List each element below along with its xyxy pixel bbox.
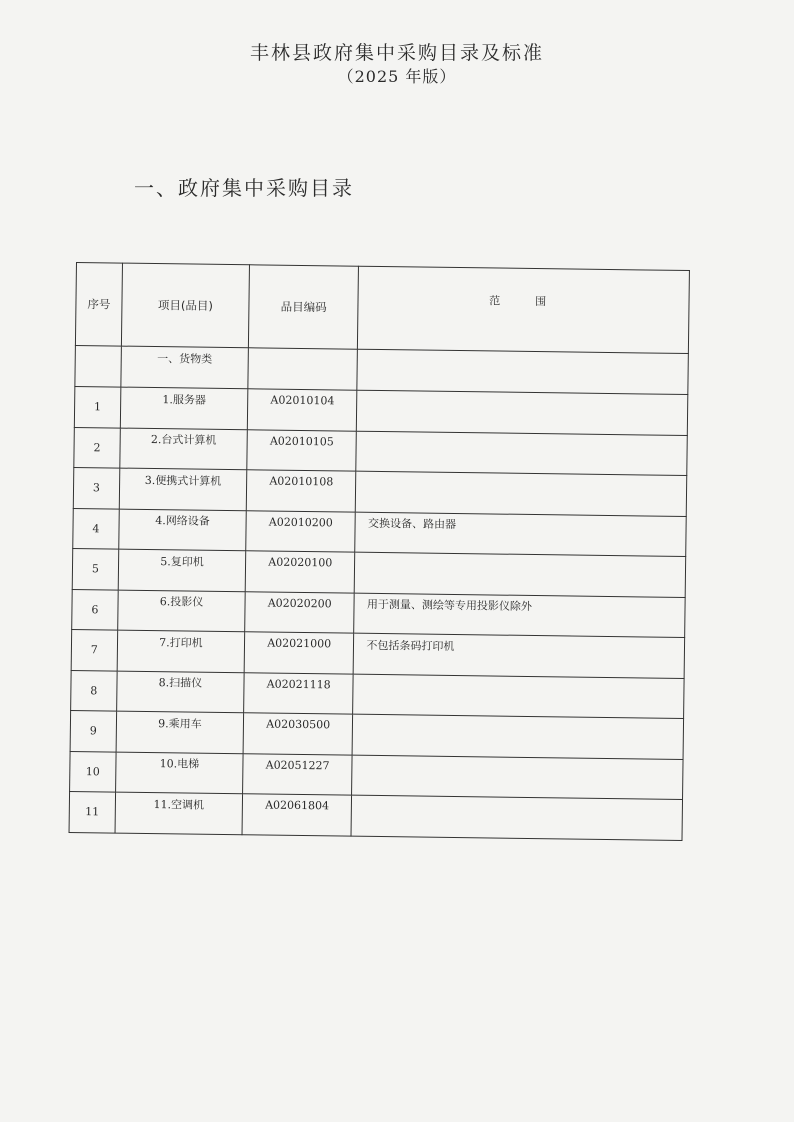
header-scope-label: 范 围 [489,294,559,309]
header-code: 品目编码 [248,265,358,349]
category-code-cell [248,348,358,390]
row-code [247,389,357,431]
row-scope [357,390,688,435]
row-item [118,590,246,632]
row-item [120,387,248,429]
row-seq: 2 [74,427,120,468]
row-item-text: 7.打印机 [159,635,203,650]
row-code [243,713,353,755]
row-item-text: 4.网络设备 [155,514,210,529]
row-item [119,468,247,510]
category-scope-cell [357,349,688,394]
header-scope [358,266,690,353]
row-code-text: A02010108 [269,474,334,489]
row-scope [356,471,687,516]
row-seq: 3 [73,467,119,508]
row-item [118,549,246,591]
row-scope [352,755,683,800]
row-code [245,551,355,593]
document-title: 丰林县政府集中采购目录及标准 [249,42,544,64]
row-scope-text: 交换设备、路由器 [367,517,457,532]
row-code [247,429,357,471]
row-code [245,591,355,633]
row-item [116,711,244,753]
row-seq: 9 [70,710,116,751]
row-code [246,510,356,552]
row-code-text: A02021118 [266,677,331,692]
row-code [243,753,353,795]
row-code-text: A02010104 [270,393,335,408]
row-item-text: 5.复印机 [160,554,204,569]
row-code-text: A02030500 [266,717,331,732]
header-item: 项目(品目) [121,263,249,348]
row-seq: 7 [71,629,117,670]
category-label [121,346,249,389]
row-item [115,752,243,794]
row-seq: 4 [73,508,119,549]
row-scope-text: 不包括条码打印机 [366,638,455,653]
table-header-row [75,263,689,354]
row-seq: 10 [70,751,116,792]
row-scope [353,674,684,719]
row-item [120,428,248,470]
row-item [116,671,244,713]
row-code [242,794,352,836]
table-row [69,791,682,840]
row-item-text: 9.乘用车 [158,716,202,731]
row-scope [356,431,687,476]
row-item-text: 1.服务器 [162,392,206,407]
header-seq: 序号 [75,263,122,347]
row-seq: 8 [71,670,117,711]
document-subtitle: （2025 年版） [337,67,457,86]
row-code [246,470,356,512]
row-code-text: A02061804 [265,798,330,813]
row-item [117,630,245,672]
row-code-text: A02051227 [265,758,330,773]
row-code-text: A02010105 [269,434,334,449]
row-code-text: A02021000 [267,636,332,651]
row-scope-text: 用于测量、测绘等专用投影仪除外 [366,598,533,614]
category-seq-cell [75,345,121,387]
row-item [119,509,247,551]
row-scope [354,593,685,638]
row-code [244,672,354,714]
row-code-text: A02020100 [268,555,333,570]
row-item-text: 6.投影仪 [159,595,204,609]
row-scope [355,512,686,557]
row-code-text: A02010200 [268,515,333,530]
category-text: 一、货物类 [157,352,213,366]
row-item [115,792,243,834]
row-seq: 6 [72,589,118,630]
row-scope [352,714,683,759]
row-code-text: A02020200 [267,596,332,611]
row-item-text: 3.便携式计算机 [144,473,222,488]
row-code [244,632,354,674]
row-scope [355,552,686,597]
row-scope [351,795,682,840]
row-seq: 1 [74,386,120,427]
row-item-text: 2.台式计算机 [150,433,217,448]
row-item-text: 10.电梯 [159,757,200,771]
row-seq: 11 [69,791,115,832]
section-heading: 一、政府集中采购目录 [134,176,354,200]
row-seq: 5 [72,548,118,589]
procurement-catalog-table [69,262,690,840]
row-scope [354,633,685,678]
row-item-text: 8.扫描仪 [158,676,203,690]
row-item-text: 11.空调机 [153,797,205,812]
